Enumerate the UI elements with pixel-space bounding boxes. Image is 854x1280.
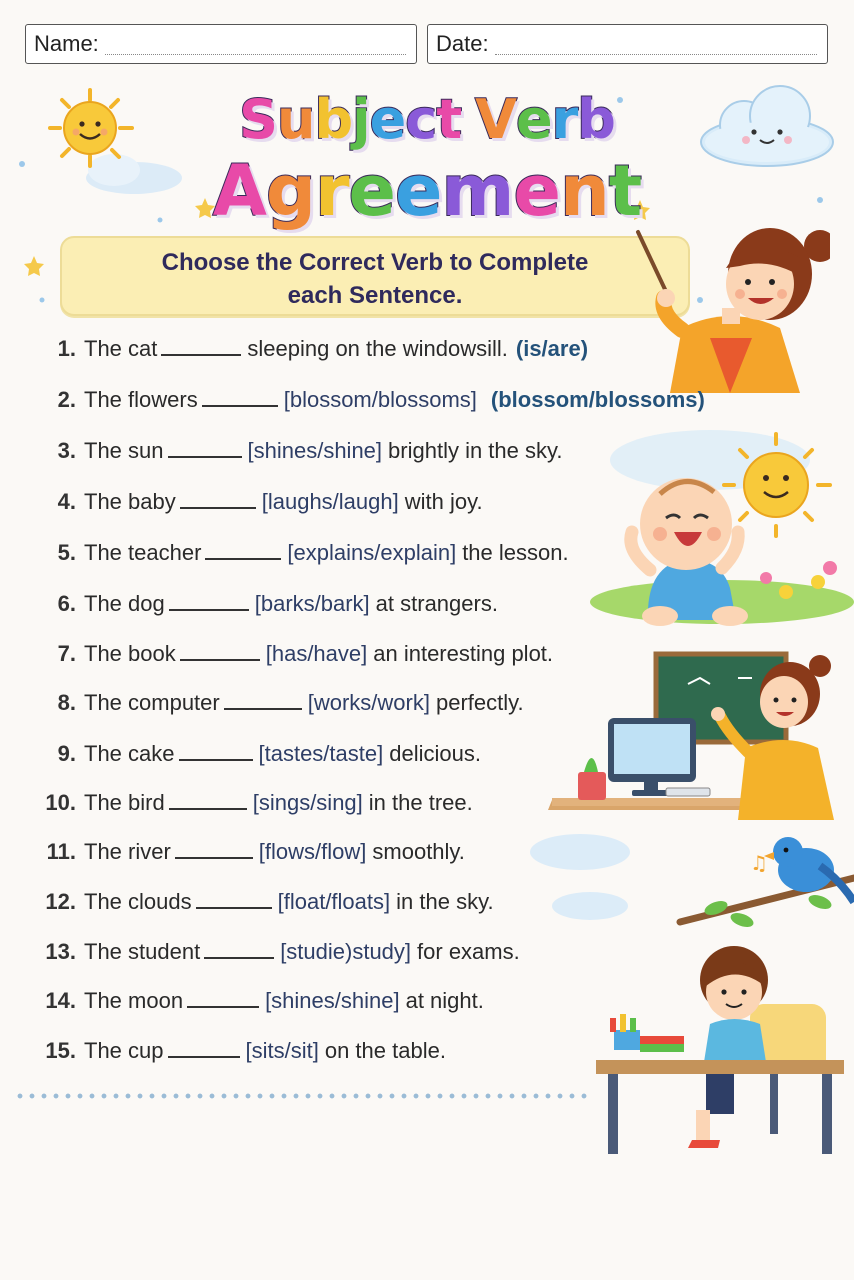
sentence-number: 1. [57,336,76,361]
sentence-number: 6. [57,591,76,616]
title-letter: e [369,88,406,151]
sentence-subject: The baby [84,489,176,514]
sentence-number: 7. [57,641,76,666]
instructions-line-1: Choose the Correct Verb to Complete [161,249,589,276]
verb-options: [shines/shine] [247,438,383,463]
title-letter: V [475,88,516,151]
verb-options: [float/floats] [277,889,391,914]
sentence-number: 14. [45,988,76,1013]
verb-options: [shines/shine] [265,988,400,1013]
sentence-subject: The bird [84,790,165,815]
date-line[interactable] [495,33,817,55]
verb-options: [flows/flow] [258,839,367,864]
sentence-number: 5. [57,540,76,565]
title-letter: c [405,88,437,151]
student-desk-illustration [594,944,850,1159]
sentence-ending: with joy. [404,489,483,514]
sentence-subject: The book [84,641,176,666]
sentence-number: 8. [57,690,76,715]
sentence-subject: The cup [84,1038,164,1063]
sentence-number: 12. [45,889,76,914]
sentence-row [28,939,520,973]
sentence-row [28,387,705,421]
sentence-ending: brightly in the sky. [388,438,563,463]
verb-options: [sings/sing] [252,790,363,815]
sentence-row [28,540,569,574]
answer-blank[interactable] [161,338,241,356]
instructions-line-2: each Sentence. [287,282,463,309]
title-text-2 [213,150,642,232]
sentence-subject: The river [84,839,171,864]
title-letter: r [315,150,349,232]
sentence-row [28,438,562,472]
title-letter: A [212,150,266,232]
sentence-subject: The cake [84,741,175,766]
sentence-number: 10. [45,790,76,815]
verb-options: [works/work] [307,690,430,715]
sentence-row [28,790,473,824]
sentence-subject: The computer [84,690,220,715]
sentence-row [28,889,494,923]
title-letter: e [515,88,552,151]
sentence-row [28,839,465,873]
answer-blank[interactable] [180,643,260,661]
dotted-divider [14,1093,589,1099]
answer-blank[interactable] [196,891,272,909]
verb-options: [studie)study] [280,939,412,964]
bird-icon [520,822,854,934]
sentence-number: 2. [57,387,76,412]
answer-blank[interactable] [187,990,259,1008]
sentence-subject: The student [84,939,201,964]
title-letter: b [577,88,615,151]
date-label: Date: [436,31,489,56]
sentence-ending: sleeping on the windowsill. [247,336,508,361]
answer-blank[interactable] [180,491,256,509]
name-label: Name: [34,31,99,56]
title-letter: n [559,150,609,232]
title-letter: g [265,150,316,232]
answer-blank[interactable] [168,440,242,458]
title-letter: r [551,88,578,151]
sentence-ending: in the tree. [368,790,473,815]
sentence-ending: an interesting plot. [373,641,554,666]
sentence-row [28,641,553,675]
sentence-row [28,741,481,775]
answer-blank[interactable] [202,389,278,407]
title-letter: e [395,150,442,232]
verb-hint: (is/are) [515,336,589,361]
title-letter: e [513,150,560,232]
sentence-number: 4. [57,489,76,514]
title-letter: t [608,150,642,232]
verb-options: [explains/explain] [287,540,457,565]
title-letter: m [441,150,514,232]
sentence-ending: at strangers. [375,591,498,616]
sentence-row [28,336,588,370]
title-letter [461,88,475,151]
sentence-number: 15. [45,1038,76,1063]
computer-teacher-illustration [548,648,854,820]
teacher-illustration [630,218,830,393]
answer-blank[interactable] [168,1040,240,1058]
answer-blank[interactable] [169,593,249,611]
sentence-subject: The moon [84,988,184,1013]
sentence-number: 9. [57,741,76,766]
sentence-subject: The dog [84,591,165,616]
sentence-ending: the lesson. [462,540,569,565]
sentence-number: 13. [45,939,76,964]
baby-illustration [590,420,854,635]
sentence-number: 11. [46,839,76,864]
title-letter: t [436,88,462,151]
sentence-row [28,1038,446,1072]
sentence-subject: The clouds [84,889,192,914]
title-letter: u [277,88,315,151]
title-letter: j [352,88,370,151]
verb-options: [tastes/taste] [258,741,384,766]
sentence-subject: The cat [84,336,158,361]
verb-options: [has/have] [265,641,368,666]
instructions-banner [60,236,690,316]
sentence-ending: perfectly. [435,690,524,715]
answer-blank[interactable] [179,743,253,761]
svg-text:♫: ♫ [750,851,768,875]
title-letter: S [239,88,278,151]
sentence-row [28,591,498,625]
sentence-subject: The flowers [84,387,198,412]
title-line-1 [0,88,854,151]
name-line[interactable] [105,33,406,55]
sentence-row [28,690,524,724]
answer-blank[interactable] [205,542,281,560]
answer-blank[interactable] [175,841,253,859]
sentence-subject: The sun [84,438,164,463]
verb-options: [blossom/blossoms] [283,387,477,412]
sentence-ending: smoothly. [372,839,465,864]
sentence-ending: in the sky. [396,889,494,914]
sentence-number: 3. [57,438,76,463]
title-text-1 [239,88,615,151]
verb-options: [laughs/laugh] [261,489,399,514]
date-field[interactable] [427,24,828,64]
name-field[interactable] [25,24,417,64]
answer-blank[interactable] [204,941,274,959]
sentence-ending: on the table. [324,1038,446,1063]
title-letter: e [348,150,396,232]
answer-blank[interactable] [169,792,247,810]
sentence-ending: at night. [405,988,484,1013]
verb-hint: (blossom/blossoms) [490,387,705,412]
sentence-row [28,988,484,1022]
verb-options: [sits/sit] [245,1038,319,1063]
sentence-subject: The teacher [84,540,202,565]
answer-blank[interactable] [224,692,302,710]
sentence-ending: delicious. [389,741,481,766]
sentence-row [28,489,483,523]
title-letter: b [314,88,353,151]
sentence-ending: for exams. [417,939,520,964]
verb-options: [barks/bark] [254,591,370,616]
